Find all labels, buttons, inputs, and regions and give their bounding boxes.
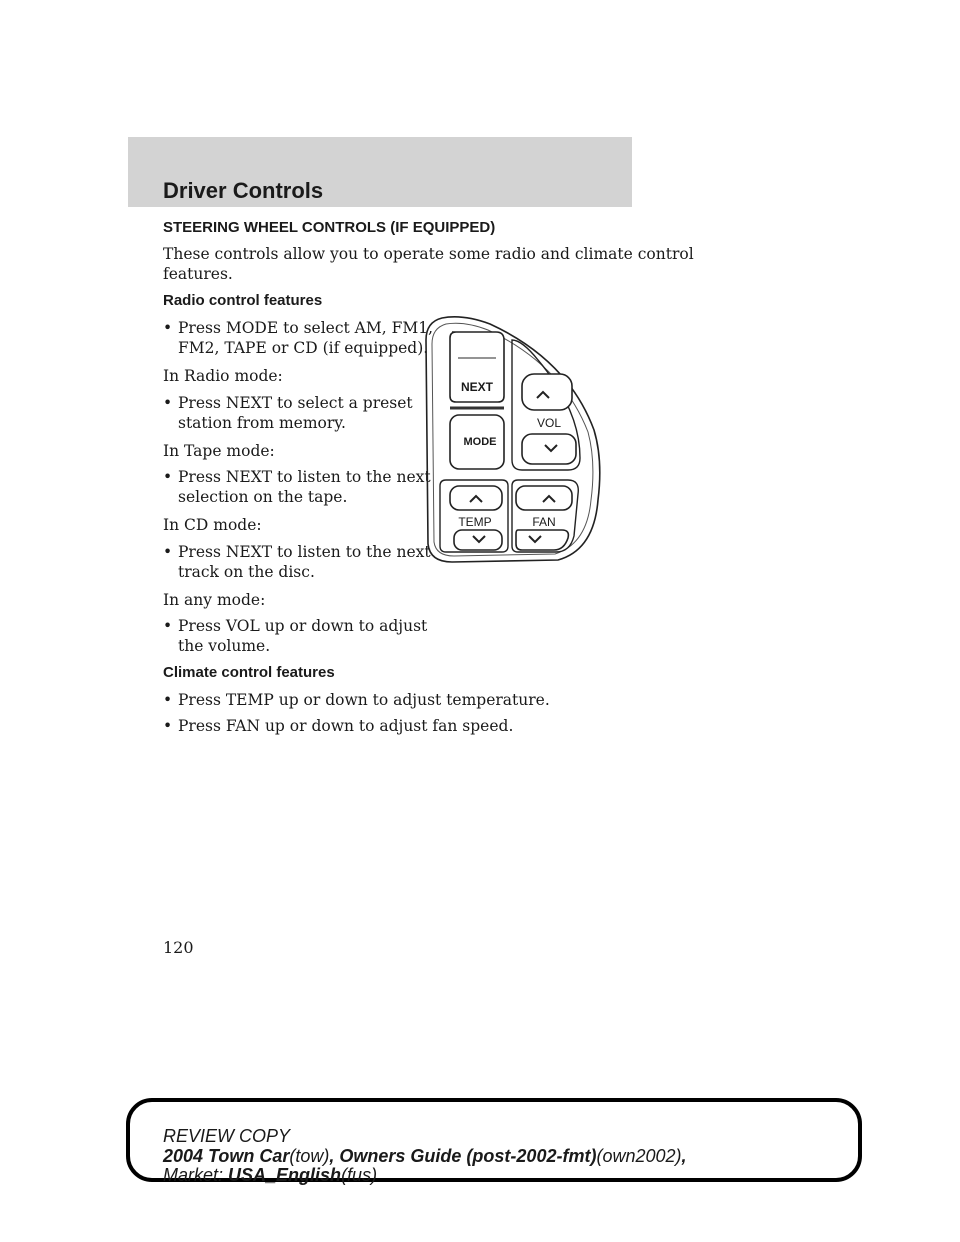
temp-up-button[interactable] — [450, 486, 502, 510]
footer-guide-code: (own2002) — [596, 1146, 682, 1166]
footer-model-code: (tow) — [289, 1146, 330, 1166]
footer-review — [163, 1126, 290, 1147]
bullet-dot: • — [163, 468, 173, 486]
page-number: 120 — [163, 938, 194, 957]
fan-down-button[interactable] — [516, 530, 568, 550]
footer-market: USA_English — [228, 1165, 342, 1185]
bullet-dot: • — [163, 543, 173, 561]
vol-down-button[interactable] — [522, 434, 576, 464]
bullet-text: selection on the tape. — [178, 488, 348, 506]
footer-market-label: Market: — [163, 1165, 224, 1185]
fan-up-button[interactable] — [516, 486, 572, 510]
review-copy-text: REVIEW COPY — [163, 1126, 291, 1146]
bullet-text: the volume. — [178, 637, 271, 655]
vol-up-button[interactable] — [522, 374, 572, 410]
bullet-text: Press VOL up or down to adjust — [178, 617, 428, 635]
tape-mode-label: In Tape mode: — [163, 442, 275, 460]
page-title: STEERING WHEEL CONTROLS (IF EQUIPPED) — [163, 219, 496, 236]
any-mode-label: In any mode: — [163, 591, 266, 609]
bullet-text: FM2, TAPE or CD (if equipped). — [178, 339, 429, 357]
footer-market-line — [163, 1165, 377, 1186]
bullet-text: Press FAN up or down to adjust fan speed. — [178, 717, 514, 735]
next-button[interactable] — [450, 332, 504, 402]
footer-guide: Owners Guide (post-2002-fmt) — [339, 1146, 597, 1166]
footer-market-code: (fus) — [341, 1165, 378, 1185]
bullet-text: Press TEMP up or down to adjust temperature. — [178, 691, 550, 709]
bullet-text: Press NEXT to select a preset — [178, 394, 413, 412]
bullet-dot: • — [163, 691, 173, 709]
next-label: NEXT — [460, 380, 494, 394]
bullet-text: Press MODE to select AM, FM1, — [178, 319, 434, 337]
climate-heading: Climate control features — [163, 664, 335, 681]
footer-sep-2: , — [681, 1146, 687, 1166]
footer-sep-1: , — [329, 1146, 340, 1166]
bullet-text: Press NEXT to listen to the next — [178, 543, 431, 561]
radio-mode-label: In Radio mode: — [163, 367, 283, 385]
intro-line-1: These controls allow you to operate some radio and climate control — [163, 245, 694, 263]
footer-model: 2004 Town Car — [163, 1146, 290, 1166]
bullet-dot: • — [163, 394, 173, 412]
section-title: Driver Controls — [163, 178, 324, 203]
bullet-text: station from memory. — [178, 414, 346, 432]
steering-wheel-controls-diagram — [418, 310, 603, 568]
fan-label: FAN — [532, 515, 556, 529]
bullet-dot: • — [163, 717, 173, 735]
radio-heading: Radio control features — [163, 292, 323, 309]
intro-line-2: features. — [163, 265, 233, 283]
temp-down-button[interactable] — [454, 530, 502, 550]
footer-model-line — [163, 1146, 687, 1167]
vol-label: VOL — [536, 416, 562, 430]
bullet-text: track on the disc. — [178, 563, 315, 581]
bullet-dot: • — [163, 319, 173, 337]
mode-label: MODE — [463, 436, 497, 448]
mode-button[interactable] — [450, 415, 504, 469]
bullet-text: Press NEXT to listen to the next — [178, 468, 431, 486]
temp-label: TEMP — [458, 515, 492, 529]
bullet-dot: • — [163, 617, 173, 635]
cd-mode-label: In CD mode: — [163, 516, 262, 534]
